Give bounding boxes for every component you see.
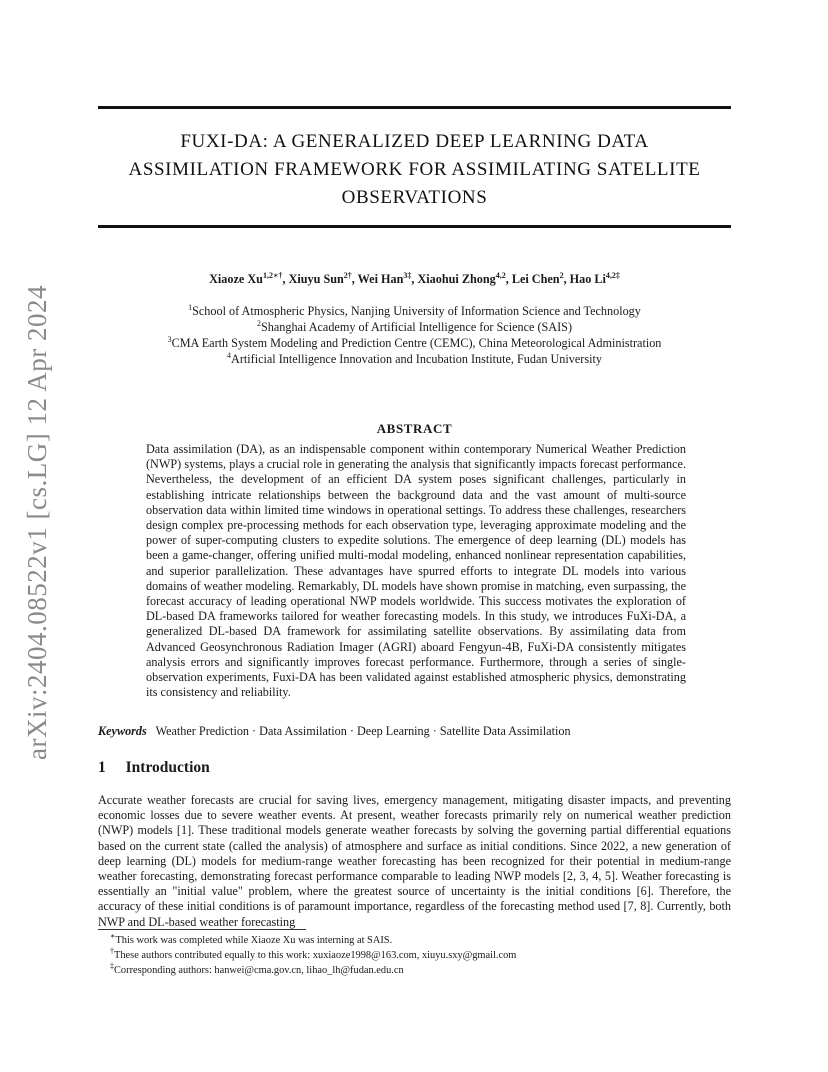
affiliation: $^2$Shanghai Academy of Artificial Intelligence for Science (SAIS) <box>256 318 573 334</box>
author: Hao $Li^{4,2\ddagger}$ <box>569 270 620 286</box>
author-list: Xiaoze $Xu^{1,2∗\dagger}$, Xiuyu Sun$^{2\dagger}$, Wei Han$^{3\ddagger}$, Xiaohui Zhong$^{4,2}$, Lei Chen$^2$, Hao $Li^{4,2\ddagger}$ <box>209 270 620 286</box>
keywords-label: Keywords <box>98 724 147 738</box>
author: Xiuyu Sun$^{2\dagger}$ <box>288 270 352 286</box>
title-rule-bottom <box>98 225 731 228</box>
title-line-1: FUXI-DA: A GENERALIZED DEEP LEARNING DATA <box>180 131 649 152</box>
title-line-3: OBSERVATIONS <box>341 187 488 208</box>
footnote-list <box>110 931 730 978</box>
title-rule-top <box>98 106 731 109</box>
abstract-text: Data assimilation (DA), as an indispensable component within contemporary Numerical Weather Prediction (NWP) systems, plays a crucial role in generating the analysis that significantly impacts forecast performance. Nevertheless, the development of an efficient DA system poses significant challenges, particularly in establishing intricate relationships between the background data and the vast amount of multi-source observation data within limited time windows in operational settings. To address these challenges, researchers design complex pre-processing methods for each observation type, leveraging approximate modeling and the power of super-computing clusters to expedite solutions. The emergence of deep learning (DL) models has been a game-changer, offering unified multi-modal modeling, enhanced nonlinear representation capabilities, and superior parallelization. These advantages have spurred efforts to integrate DL models into various domains of weather modeling. Remarkably, DL models have shown promise in matching, even surpassing, the forecast accuracy of leading operational NWP models worldwide. This success motivates the exploration of DL-based DA frameworks tailored for weather forecasting models. In this study, we introduces FuXi-DA, a generalized DL-based DA framework for assimilating satellite observations. By assimilating data from Advanced Geosynchronous Radiation Imager (AGRI) aboard Fengyun-4B, FuXi-DA consistently mitigates analysis errors and significantly improves forecast performance. Furthermore, through a series of single-observation experiments, Fuxi-DA has been validated against established atmospheric physics, demonstrating its consistency and reliability. <box>146 442 686 700</box>
author: Xiaohui Zhong$^{4,2}$ <box>417 270 506 286</box>
footnote: ∗This work was completed while Xiaoze Xu was interning at SAIS. <box>110 931 393 946</box>
affiliation: $^4$Artificial Intelligence Innovation and Incubation Institute, Fudan University <box>227 350 602 366</box>
author: Wei Han$^{3\ddagger}$ <box>357 270 412 286</box>
footnote-divider <box>98 929 306 930</box>
affiliation: $^1$School of Atmospheric Physics, Nanjing University of Information Science and Technology <box>188 302 641 318</box>
author: Xiaoze $Xu^{1,2∗\dagger}$ <box>209 270 283 286</box>
section-heading <box>98 759 210 777</box>
author: Lei Chen$^2$ <box>511 270 564 286</box>
intro-paragraph: Accurate weather forecasts are crucial for saving lives, emergency management, mitigating disaster impacts, and preventing economic losses due to severe weather events. At present, weather forecasts primarily rely on numerical weather prediction (NWP) models [1]. These traditional models generate weather forecasts by solving the governing partial differential equations based on the current state (called the analysis) of atmosphere and surface as initial conditions. Since 2022, a new generation of deep learning (DL) models for medium-range weather forecasting has been recognized for their potential in medium-range weather forecasting, demonstrating forecast performance comparable to leading NWP models [2, 3, 4, 5]. Weather forecasting is essentially an "initial value" problem, where the greatest source of uncertainty is the initial conditions [6]. Therefore, the accuracy of these initial conditions is of paramount importance, regardless of the forecasting method used [7, 8]. Currently, both NWP and DL-based weather forecasting <box>98 793 731 929</box>
paper-title <box>98 128 731 212</box>
title-line-2: ASSIMILATION FRAMEWORK FOR ASSIMILATING SATELLITE <box>128 159 701 180</box>
affiliation-list <box>98 303 731 367</box>
footnote: †These authors contributed equally to this work: xuxiaoze1998@163.com, xiuyu.sxy@gmail.com <box>110 946 517 961</box>
section-number: 1 <box>98 759 106 776</box>
footnote: ‡Corresponding authors: hanwei@cma.gov.cn, lihao_lh@fudan.edu.cn <box>110 961 404 976</box>
keywords-line <box>98 724 731 739</box>
arxiv-side-stamp: arXiv:2404.08522v1 [cs.LG] 12 Apr 2024 <box>22 285 52 760</box>
affiliation: $^3$CMA Earth System Modeling and Prediction Centre (CEMC), China Meteorological Administration <box>167 334 662 350</box>
keywords-text: Weather Prediction · Data Assimilation · Deep Learning · Satellite Data Assimilation <box>155 724 571 738</box>
abstract-heading: ABSTRACT <box>376 421 453 436</box>
section-title: Introduction <box>125 759 210 776</box>
